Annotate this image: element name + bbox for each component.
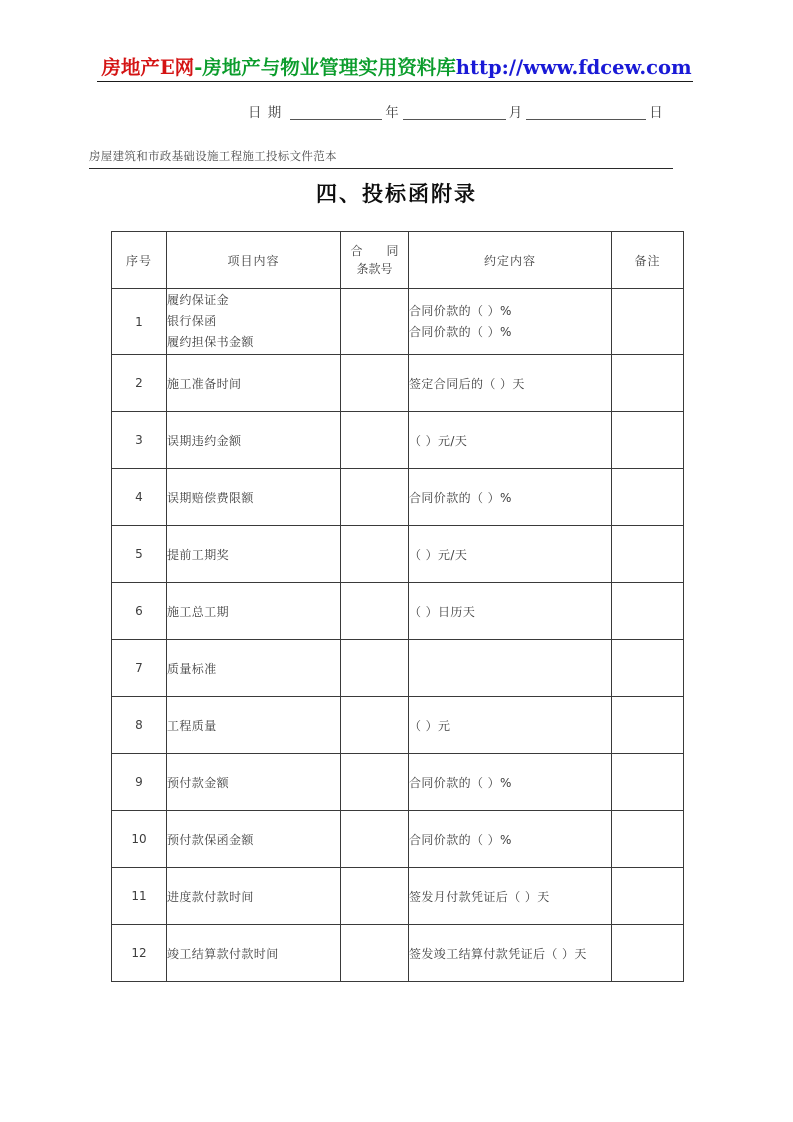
cell-contract-clause-number[interactable] (341, 469, 409, 526)
item-line: 预付款保函金额 (167, 832, 254, 847)
cell-remark[interactable] (612, 469, 684, 526)
item-line: 误期违约金额 (167, 433, 242, 448)
item-line: 进度款付款时间 (167, 889, 254, 904)
cell-item-content (167, 469, 341, 526)
cell-remark[interactable] (612, 697, 684, 754)
cell-agreed-content[interactable] (409, 355, 612, 412)
agreed-line: （ ）元/天 (409, 547, 468, 562)
item-line: 履约保证金 (167, 293, 230, 307)
item-line: 预付款金额 (167, 775, 230, 790)
cell-item-content (167, 583, 341, 640)
cell-remark[interactable] (612, 925, 684, 982)
cell-contract-clause-number[interactable] (341, 925, 409, 982)
table-row (112, 289, 684, 355)
cell-agreed-content[interactable] (409, 754, 612, 811)
cell-sequence-number: 10 (112, 811, 167, 868)
cell-agreed-content[interactable] (409, 925, 612, 982)
cell-agreed-content[interactable] (409, 697, 612, 754)
item-line: 工程质量 (167, 718, 217, 733)
agreed-line: （ ）元/天 (409, 433, 468, 448)
cell-contract-clause-number[interactable] (341, 412, 409, 469)
column-header-agreed: 约定内容 (409, 232, 612, 289)
item-line: 竣工结算款付款时间 (167, 946, 279, 961)
column-header-no: 序号 (112, 232, 167, 289)
table-row (112, 925, 684, 982)
cell-sequence-number: 5 (112, 526, 167, 583)
cell-remark[interactable] (612, 412, 684, 469)
agreed-line: 合同价款的（ ）% (409, 775, 512, 790)
table-row (112, 412, 684, 469)
item-line: 银行保函 (167, 314, 217, 328)
cell-sequence-number: 1 (112, 289, 167, 355)
cell-agreed-content[interactable] (409, 640, 612, 697)
appendix-table-wrapper (111, 231, 683, 982)
day-unit: 日 (649, 105, 664, 121)
day-blank[interactable] (526, 104, 646, 120)
cell-contract-clause-number[interactable] (341, 526, 409, 583)
item-line: 误期赔偿费限额 (167, 490, 254, 505)
cell-sequence-number: 4 (112, 469, 167, 526)
cell-agreed-content[interactable] (409, 811, 612, 868)
cell-item-content (167, 697, 341, 754)
cell-agreed-content[interactable] (409, 526, 612, 583)
cell-item-content (167, 289, 341, 355)
cell-item-content (167, 868, 341, 925)
cell-remark[interactable] (612, 811, 684, 868)
agreed-line: 合同价款的（ ）% (409, 490, 512, 505)
cell-agreed-content[interactable] (409, 868, 612, 925)
cell-remark[interactable] (612, 289, 684, 355)
cell-item-content (167, 526, 341, 583)
cell-remark[interactable] (612, 754, 684, 811)
column-header-remark: 备注 (612, 232, 684, 289)
table-row (112, 355, 684, 412)
cell-item-content (167, 640, 341, 697)
agreed-line: 合同价款的（ ）% (409, 303, 512, 318)
agreed-line: 签发月付款凭证后（ ）天 (409, 889, 550, 904)
agreed-line: 合同价款的（ ）% (409, 324, 512, 339)
site-url[interactable]: http://www.fdcew.com (455, 56, 692, 79)
item-line: 质量标准 (167, 661, 217, 676)
table-row (112, 811, 684, 868)
column-header-clause (341, 232, 409, 289)
cell-agreed-content[interactable] (409, 583, 612, 640)
table-header-row (112, 232, 684, 289)
cell-agreed-content[interactable] (409, 469, 612, 526)
table-row (112, 697, 684, 754)
page-title: 四、投标函附录 (316, 181, 477, 206)
cell-remark[interactable] (612, 640, 684, 697)
month-blank[interactable] (403, 104, 506, 120)
cell-remark[interactable] (612, 868, 684, 925)
item-line: 施工总工期 (167, 604, 230, 619)
table-row (112, 469, 684, 526)
cell-remark[interactable] (612, 355, 684, 412)
column-header-clause-line2: 条款号 (356, 262, 393, 276)
bid-letter-appendix-table (111, 231, 684, 982)
cell-contract-clause-number[interactable] (341, 754, 409, 811)
cell-contract-clause-number[interactable] (341, 697, 409, 754)
agreed-line: （ ）日历天 (409, 604, 476, 619)
item-line: 施工准备时间 (167, 376, 242, 391)
site-banner (0, 52, 793, 80)
cell-contract-clause-number[interactable] (341, 811, 409, 868)
cell-item-content (167, 925, 341, 982)
date-label: 日 期 (248, 105, 283, 121)
site-brand: 房地产E网 (101, 56, 195, 79)
year-blank[interactable] (290, 104, 382, 120)
cell-contract-clause-number[interactable] (341, 355, 409, 412)
document-subtitle: 房屋建筑和市政基础设施工程施工投标文件范本 (89, 148, 673, 169)
date-line (248, 101, 668, 121)
cell-sequence-number: 7 (112, 640, 167, 697)
month-unit: 月 (508, 105, 524, 121)
item-line: 履约担保书金额 (167, 335, 254, 349)
cell-remark[interactable] (612, 526, 684, 583)
cell-sequence-number: 8 (112, 697, 167, 754)
cell-contract-clause-number[interactable] (341, 640, 409, 697)
table-row (112, 640, 684, 697)
site-tagline: 房地产与物业管理实用资料库 (202, 56, 456, 79)
agreed-line: 签发竣工结算付款凭证后（ ）天 (409, 946, 587, 961)
agreed-line: （ ）元 (409, 718, 451, 733)
table-row (112, 868, 684, 925)
agreed-line: 签定合同后的（ ）天 (409, 376, 525, 391)
item-line: 提前工期奖 (167, 547, 230, 562)
table-head (112, 232, 684, 289)
cell-agreed-content[interactable] (409, 289, 612, 355)
column-header-item: 项目内容 (167, 232, 341, 289)
cell-contract-clause-number[interactable] (341, 583, 409, 640)
cell-sequence-number: 11 (112, 868, 167, 925)
cell-sequence-number: 12 (112, 925, 167, 982)
table-body (112, 289, 684, 982)
cell-sequence-number: 2 (112, 355, 167, 412)
banner-dash: - (194, 56, 203, 79)
cell-item-content (167, 355, 341, 412)
table-row (112, 754, 684, 811)
table-row (112, 526, 684, 583)
column-header-clause-line1: 合同 (350, 244, 399, 258)
year-unit: 年 (385, 105, 400, 121)
cell-agreed-content[interactable] (409, 412, 612, 469)
cell-sequence-number: 9 (112, 754, 167, 811)
cell-item-content (167, 811, 341, 868)
table-row (112, 583, 684, 640)
cell-contract-clause-number[interactable] (341, 868, 409, 925)
cell-contract-clause-number[interactable] (341, 289, 409, 355)
cell-remark[interactable] (612, 583, 684, 640)
cell-sequence-number: 6 (112, 583, 167, 640)
agreed-line: 合同价款的（ ）% (409, 832, 512, 847)
cell-item-content (167, 412, 341, 469)
cell-sequence-number: 3 (112, 412, 167, 469)
banner-divider (97, 81, 693, 82)
cell-item-content (167, 754, 341, 811)
